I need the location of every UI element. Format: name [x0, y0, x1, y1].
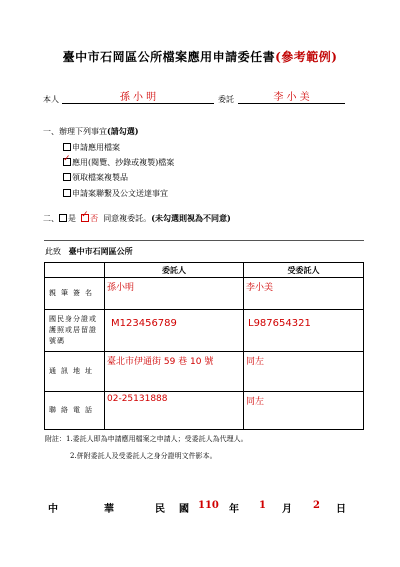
- principal-name-line: [62, 92, 214, 104]
- recipient-name: 臺中市石岡區公所: [68, 246, 133, 256]
- header-agent: 受委託人: [244, 263, 364, 278]
- section1-item-use[interactable]: ✓應用(閱覽、抄錄或複製)檔案: [63, 157, 174, 168]
- note-1: 附註：1.委託人即為申請應用檔案之申請人；受委託人為代理人。: [45, 435, 248, 443]
- date-char-guo: 國: [179, 504, 189, 515]
- table-row: [45, 278, 364, 310]
- date-month-unit: 月: [282, 504, 292, 515]
- agent-phone[interactable]: 同左: [244, 392, 364, 430]
- row-label-id: 國民身分證或護照或居留證號碼: [45, 310, 105, 352]
- date-month: 1: [259, 500, 266, 511]
- date-year-unit: 年: [229, 504, 239, 515]
- principal-phone[interactable]: 02-25131888: [105, 392, 244, 430]
- principal-address[interactable]: 臺北市伊通街 59 巷 10 號: [105, 352, 244, 392]
- date-day: 2: [313, 500, 320, 511]
- section1-item-collect[interactable]: 領取檔案複製品: [63, 172, 128, 183]
- yes-checkbox-icon[interactable]: [59, 214, 67, 222]
- date-year: 110: [198, 500, 219, 511]
- header-principal: 委託人: [105, 263, 244, 278]
- recipient-line: 此致 臺中市石岡區公所: [45, 246, 133, 256]
- checkbox-icon[interactable]: [63, 189, 71, 197]
- section2-line: 二、 是 ✓ 否 同意複委託。(未勾選則視為不同意): [43, 213, 231, 224]
- table-row: [45, 392, 364, 430]
- note-2: 2.併附委託人及受委託人之身分證明文件影本。: [70, 452, 217, 460]
- date-char-min: 民: [155, 504, 165, 515]
- row-label-signature: 親筆簽名: [45, 278, 105, 310]
- principal-signature[interactable]: 孫小明: [105, 278, 244, 310]
- section1-item-apply[interactable]: 申請應用檔案: [63, 142, 120, 153]
- title-main: 臺中市石岡區公所檔案應用申請委任書: [62, 50, 276, 64]
- agent-name: 李 小 美: [273, 92, 310, 103]
- page-title: [0, 48, 400, 65]
- agent-id[interactable]: L987654321: [244, 310, 364, 352]
- row-label-phone: 聯絡電話: [45, 392, 105, 430]
- section2-note: (未勾選則視為不同意): [151, 213, 231, 223]
- table-row: [45, 310, 364, 352]
- principal-label: 本人: [43, 95, 59, 104]
- info-table: [44, 262, 364, 430]
- agent-address[interactable]: 同左: [244, 352, 364, 392]
- table-header-row: [45, 263, 364, 278]
- section1-heading-note: (請勾選): [107, 126, 139, 136]
- date-day-unit: 日: [336, 504, 346, 515]
- principal-id[interactable]: M123456789: [105, 310, 244, 352]
- no-checkbox-checked-icon[interactable]: [81, 214, 89, 222]
- checkbox-icon[interactable]: [63, 173, 71, 181]
- section1-heading: 一、辦理下列事宜(請勾選): [43, 126, 139, 136]
- divider-line: [44, 240, 364, 241]
- checkbox-checked-icon[interactable]: [63, 158, 71, 166]
- date-char-zhong: 中: [48, 504, 58, 515]
- row-label-address: 通訊地址: [45, 352, 105, 392]
- title-example-tag: (參考範例): [275, 50, 338, 64]
- entrust-label: 委託: [218, 95, 234, 104]
- principal-name: 孫 小 明: [119, 92, 157, 103]
- checkbox-icon[interactable]: [63, 143, 71, 151]
- agent-signature[interactable]: 李小美: [244, 278, 364, 310]
- section1-item-contact[interactable]: 申請案聯繫及公文送達事宜: [63, 188, 168, 199]
- table-row: [45, 352, 364, 392]
- agent-name-line: [238, 92, 345, 104]
- date-char-hua: 華: [104, 504, 114, 515]
